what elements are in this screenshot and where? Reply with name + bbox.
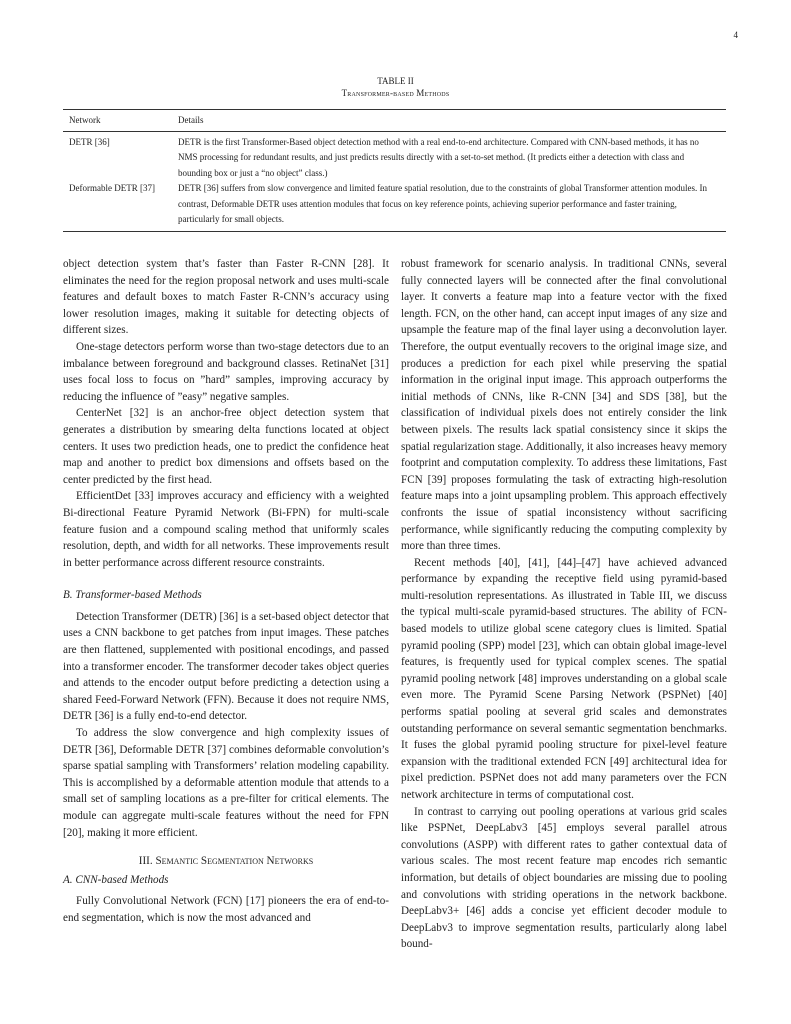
page-number: 4 (733, 30, 738, 40)
section-heading-semantic-segmentation: III. Semantic Segmentation Networks (138, 855, 314, 868)
network-cell: DETR [36] (63, 131, 172, 181)
paragraph: robust framework for scenario analysis. In traditional CNNs, several fully connected layers will be connected after the final convolutional layer. It converts a feature map into a feature vector with the fixed length. FCN, on the other hand, can accept input images of any size and upsample the feature map of the final layer using a deconvolution layer. Therefore, the output eventually recovers to the original image size, and produces a prediction for each pixel while preserving the spatial information in the original input image. This approach outperforms the initial methods of CNNs, like R-CNN [34] and SDS [38], but the classification of individual pixels does not entirely consider the link between pixels. The results lack spatial consistency since it skips the spatial regularization stage. Additionally, it also increases heavy memory footprint and computation complexity. To address these limitations, Fast FCN [39] proposes formulating the task of extracting high-resolution feature maps into a joint upsampling problem. This approach effectively confronts the issue of spatial inconsistency without sacrificing performance, while significantly reducing the computing complexity by more than three times. (401, 258, 727, 553)
paragraph: One-stage detectors perform worse than two-stage detectors due to an imbalance between foreground and background classes. RetinaNet [31] uses focal loss to focus on ”hard” samples, improving accuracy by reducing the influence of ”easy” negative samples. (63, 340, 389, 403)
paragraph: Detection Transformer (DETR) [36] is a set-based object detector that uses a CNN backbone to get patches from input images. These patches are then flattened, supplemented with positional encodings, and passed into a transformer encoder. The transformer decoder takes object queries and attends to the encoder output before predicting a detection using a shared Feed-Forward Network (FFN). Because it does not require NMS, DETR [36] is a fully end-to-end detector. (63, 610, 389, 723)
details-cell: DETR is the first Transformer-Based object detection method with a real end-to-end architecture. Compared with CNN-based methods, it has no NMS processing for redundant results, and just predicts results directly with a set-to-set method. (It predicts either a detection with class and bounding box or just a “no object” class.) (172, 131, 726, 181)
table-caption (0, 75, 791, 99)
paragraph: Fully Convolutional Network (FCN) [17] pioneers the era of end-to-end segmentation, which is now the most advanced and (63, 895, 389, 924)
paragraph: Recent methods [40], [41], [44]–[47] have achieved advanced performance by expanding the receptive field using pyramid-based multi-resolution representations. As illustrated in Table III, we discuss the typical multi-scale pyramid-based structures. The ability of FCN-based models to utilize global scene category clues is limited. Spatial pyramid pooling (SPP) model [23], which can obtain global image-level features, is frequently used for typical complex scenes. The spatial pyramid pooling network [48] improves understanding on a global scale even more. The Pyramid Scene Parsing Network (PSPNet) [40] performs spatial pooling at several grid scales and demonstrates outstanding performance on several semantic segmentation benchmarks. It fuses the global pyramid pooling structure for pixel-level feature expansion with the traditional extended FCN [49] architectural idea for pixel prediction. PSPNet does not add many parameters over the FCN network architecture in terms of computational cost. (401, 556, 727, 801)
transformer-methods-table (63, 109, 726, 232)
right-column (401, 256, 727, 953)
details-cell: DETR [36] suffers from slow convergence and limited feature spatial resolution, due to the constraints of global Transformer attention modules. In contrast, Deformable DETR uses attention modules that focus on key reference points, achieving superior performance and faster training, particularly for small objects. (172, 181, 726, 231)
subsection-heading-transformer: B. Transformer-based Methods (63, 589, 202, 602)
table-header-row (63, 110, 726, 132)
table-label: TABLE II (377, 76, 414, 86)
paragraph: To address the slow convergence and high complexity issues of DETR [36], Deformable DETR [37] combines deformable convolution’s sparse spatial sampling with Transformers’ relation modeling capability. This is accomplished by a deformable attention module that attends to a small set of sampling locations as a pre-filter for critical elements. The module can aggregate multi-scale features without the need for FPN [20], making it more efficient. (63, 727, 389, 839)
paragraph: In contrast to carrying out pooling operations at various grid scales like PSPNet, DeepLabv3 [45] employs several parallel atrous convolutions (ASPP) with different rates to gather contextual data of various scales. The most recent feature map encodes rich semantic information, but details of object boundaries are missing due to pooling and convolutions with striding operations in the network backbone. DeepLabv3+ [46] adds a concise yet efficient decoder module to DeepLabv3 to improve segmentation results, particularly along label bound- (401, 805, 727, 951)
network-cell: Deformable DETR [37] (63, 181, 172, 231)
left-column (63, 256, 389, 927)
table-row (63, 131, 726, 181)
table-row (63, 181, 726, 231)
paragraph: EfficientDet [33] improves accuracy and efficiency with a weighted Bi-directional Feature Pyramid Network (Bi-FPN) for multi-scale feature fusion and a compound scaling method that uniformly scales resolution, depth, and width for all networks. These improvements result in better performance across different resource constraints. (63, 490, 389, 569)
header-details: Details (172, 110, 726, 132)
paragraph: CenterNet [32] is an anchor-free object detection system that generates a distribution by smearing delta functions located at object centers. It uses two prediction heads, one to predict the confidence heat map and another to predict box dimensions and offsets based on the center predicted by the first head. (63, 407, 389, 486)
subsection-heading-cnn: A. CNN-based Methods (63, 873, 169, 886)
paragraph: object detection system that’s faster than Faster R-CNN [28]. It eliminates the need for the region proposal network and uses multi-scale features and default boxes to match Faster R-CNN’s accuracy using lower resolution images, making it suitable for detecting objects of different sizes. (63, 258, 389, 337)
table-title: Transformer-based Methods (341, 88, 450, 98)
header-network: Network (63, 110, 172, 132)
